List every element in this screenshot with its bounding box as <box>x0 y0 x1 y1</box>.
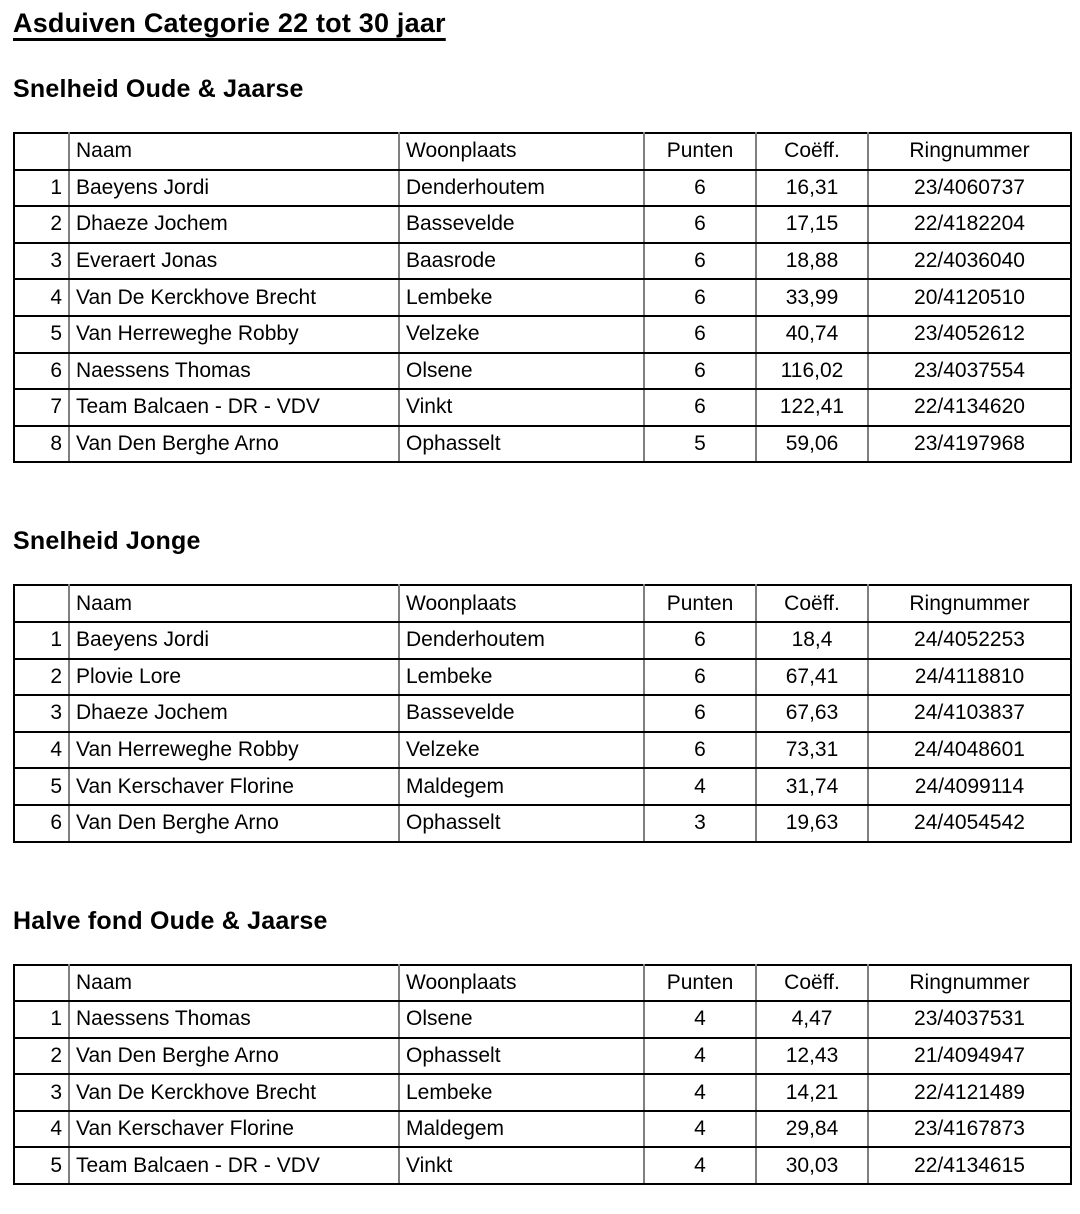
cell-ring: 23/4037554 <box>868 353 1071 390</box>
column-header-ring: Ringnummer <box>868 965 1071 1002</box>
cell-rank: 4 <box>14 279 69 316</box>
cell-place: Baasrode <box>399 243 644 280</box>
column-header-points: Punten <box>644 133 756 170</box>
column-header-rank <box>14 965 69 1002</box>
table-row <box>14 206 1071 243</box>
cell-coefficient: 59,06 <box>756 426 868 463</box>
cell-coefficient: 40,74 <box>756 316 868 353</box>
cell-points: 3 <box>644 805 756 842</box>
cell-coefficient: 19,63 <box>756 805 868 842</box>
table-row <box>14 389 1071 426</box>
table-header-row <box>14 585 1071 622</box>
cell-coefficient: 122,41 <box>756 389 868 426</box>
column-header-coefficient: Coëff. <box>756 965 868 1002</box>
table-row <box>14 1074 1071 1111</box>
cell-coefficient: 67,41 <box>756 659 868 696</box>
cell-place: Ophasselt <box>399 426 644 463</box>
cell-ring: 23/4167873 <box>868 1111 1071 1148</box>
cell-rank: 3 <box>14 1074 69 1111</box>
cell-rank: 5 <box>14 316 69 353</box>
cell-rank: 1 <box>14 170 69 207</box>
cell-place: Denderhoutem <box>399 622 644 659</box>
results-table <box>13 964 1072 1186</box>
cell-ring: 20/4120510 <box>868 279 1071 316</box>
column-header-points: Punten <box>644 965 756 1002</box>
cell-name: Van De Kerckhove Brecht <box>69 279 399 316</box>
cell-ring: 22/4121489 <box>868 1074 1071 1111</box>
cell-coefficient: 17,15 <box>756 206 868 243</box>
table-row <box>14 805 1071 842</box>
column-header-ring: Ringnummer <box>868 133 1071 170</box>
cell-place: Lembeke <box>399 1074 644 1111</box>
cell-points: 6 <box>644 206 756 243</box>
page-title: Asduiven Categorie 22 tot 30 jaar <box>13 8 446 38</box>
cell-ring: 22/4182204 <box>868 206 1071 243</box>
cell-coefficient: 4,47 <box>756 1001 868 1038</box>
cell-place: Lembeke <box>399 279 644 316</box>
cell-points: 6 <box>644 170 756 207</box>
cell-points: 6 <box>644 659 756 696</box>
cell-ring: 24/4103837 <box>868 695 1071 732</box>
table-row <box>14 279 1071 316</box>
cell-points: 5 <box>644 426 756 463</box>
cell-place: Maldegem <box>399 1111 644 1148</box>
cell-coefficient: 116,02 <box>756 353 868 390</box>
table-row <box>14 426 1071 463</box>
table-row <box>14 695 1071 732</box>
cell-coefficient: 33,99 <box>756 279 868 316</box>
cell-coefficient: 67,63 <box>756 695 868 732</box>
table-row <box>14 768 1071 805</box>
cell-place: Vinkt <box>399 389 644 426</box>
cell-coefficient: 30,03 <box>756 1147 868 1184</box>
cell-rank: 4 <box>14 732 69 769</box>
cell-ring: 22/4036040 <box>868 243 1071 280</box>
section-heading: Snelheid Oude & Jaarse <box>13 75 304 103</box>
column-header-coefficient: Coëff. <box>756 133 868 170</box>
cell-rank: 3 <box>14 243 69 280</box>
cell-coefficient: 31,74 <box>756 768 868 805</box>
table-row <box>14 316 1071 353</box>
cell-coefficient: 29,84 <box>756 1111 868 1148</box>
cell-rank: 8 <box>14 426 69 463</box>
cell-ring: 23/4060737 <box>868 170 1071 207</box>
cell-rank: 6 <box>14 353 69 390</box>
cell-name: Team Balcaen - DR - VDV <box>69 1147 399 1184</box>
cell-ring: 22/4134620 <box>868 389 1071 426</box>
table-row <box>14 1147 1071 1184</box>
column-header-rank <box>14 585 69 622</box>
sections-container <box>13 75 1070 1185</box>
cell-name: Van Herreweghe Robby <box>69 316 399 353</box>
cell-ring: 21/4094947 <box>868 1038 1071 1075</box>
cell-coefficient: 73,31 <box>756 732 868 769</box>
cell-points: 6 <box>644 316 756 353</box>
table-row <box>14 243 1071 280</box>
column-header-place: Woonplaats <box>399 133 644 170</box>
cell-ring: 24/4099114 <box>868 768 1071 805</box>
cell-place: Velzeke <box>399 316 644 353</box>
table-row <box>14 1111 1071 1148</box>
column-header-place: Woonplaats <box>399 585 644 622</box>
cell-rank: 2 <box>14 659 69 696</box>
cell-name: Team Balcaen - DR - VDV <box>69 389 399 426</box>
cell-rank: 6 <box>14 805 69 842</box>
cell-name: Baeyens Jordi <box>69 170 399 207</box>
cell-name: Van Kerschaver Florine <box>69 1111 399 1148</box>
column-header-points: Punten <box>644 585 756 622</box>
cell-rank: 2 <box>14 1038 69 1075</box>
column-header-name: Naam <box>69 585 399 622</box>
cell-points: 4 <box>644 1038 756 1075</box>
cell-name: Everaert Jonas <box>69 243 399 280</box>
cell-points: 4 <box>644 1111 756 1148</box>
cell-coefficient: 18,4 <box>756 622 868 659</box>
cell-name: Van Kerschaver Florine <box>69 768 399 805</box>
table-row <box>14 659 1071 696</box>
cell-place: Ophasselt <box>399 805 644 842</box>
cell-points: 4 <box>644 1147 756 1184</box>
cell-ring: 23/4037531 <box>868 1001 1071 1038</box>
cell-place: Bassevelde <box>399 695 644 732</box>
cell-place: Lembeke <box>399 659 644 696</box>
cell-coefficient: 16,31 <box>756 170 868 207</box>
table-header-row <box>14 133 1071 170</box>
results-table <box>13 584 1072 842</box>
cell-place: Bassevelde <box>399 206 644 243</box>
table-row <box>14 1038 1071 1075</box>
table-row <box>14 1001 1071 1038</box>
cell-name: Van Den Berghe Arno <box>69 426 399 463</box>
results-table <box>13 132 1072 463</box>
cell-coefficient: 14,21 <box>756 1074 868 1111</box>
cell-points: 6 <box>644 732 756 769</box>
cell-name: Van Herreweghe Robby <box>69 732 399 769</box>
cell-points: 6 <box>644 695 756 732</box>
cell-place: Olsene <box>399 353 644 390</box>
cell-name: Dhaeze Jochem <box>69 206 399 243</box>
cell-points: 6 <box>644 353 756 390</box>
cell-rank: 4 <box>14 1111 69 1148</box>
section-heading: Snelheid Jonge <box>13 527 201 556</box>
cell-coefficient: 18,88 <box>756 243 868 280</box>
table-row <box>14 170 1071 207</box>
results-section <box>13 907 1070 1186</box>
cell-points: 6 <box>644 279 756 316</box>
table-row <box>14 732 1071 769</box>
cell-place: Velzeke <box>399 732 644 769</box>
cell-name: Van Den Berghe Arno <box>69 1038 399 1075</box>
results-section <box>13 75 1070 463</box>
column-header-name: Naam <box>69 133 399 170</box>
cell-place: Ophasselt <box>399 1038 644 1075</box>
column-header-rank <box>14 133 69 170</box>
cell-place: Denderhoutem <box>399 170 644 207</box>
cell-name: Naessens Thomas <box>69 353 399 390</box>
cell-points: 4 <box>644 1001 756 1038</box>
cell-rank: 5 <box>14 768 69 805</box>
results-section <box>13 527 1070 842</box>
table-row <box>14 353 1071 390</box>
cell-name: Baeyens Jordi <box>69 622 399 659</box>
table-row <box>14 622 1071 659</box>
cell-place: Olsene <box>399 1001 644 1038</box>
column-header-coefficient: Coëff. <box>756 585 868 622</box>
column-header-place: Woonplaats <box>399 965 644 1002</box>
cell-ring: 22/4134615 <box>868 1147 1071 1184</box>
cell-rank: 5 <box>14 1147 69 1184</box>
cell-points: 6 <box>644 622 756 659</box>
column-header-name: Naam <box>69 965 399 1002</box>
cell-rank: 7 <box>14 389 69 426</box>
cell-ring: 24/4048601 <box>868 732 1071 769</box>
cell-ring: 23/4052612 <box>868 316 1071 353</box>
table-header-row <box>14 965 1071 1002</box>
cell-name: Dhaeze Jochem <box>69 695 399 732</box>
cell-name: Plovie Lore <box>69 659 399 696</box>
cell-place: Vinkt <box>399 1147 644 1184</box>
cell-rank: 3 <box>14 695 69 732</box>
cell-place: Maldegem <box>399 768 644 805</box>
cell-coefficient: 12,43 <box>756 1038 868 1075</box>
cell-rank: 1 <box>14 622 69 659</box>
cell-rank: 2 <box>14 206 69 243</box>
cell-points: 4 <box>644 1074 756 1111</box>
cell-name: Naessens Thomas <box>69 1001 399 1038</box>
column-header-ring: Ringnummer <box>868 585 1071 622</box>
cell-rank: 1 <box>14 1001 69 1038</box>
section-heading: Halve fond Oude & Jaarse <box>13 906 328 935</box>
cell-name: Van Den Berghe Arno <box>69 805 399 842</box>
cell-ring: 24/4054542 <box>868 805 1071 842</box>
cell-name: Van De Kerckhove Brecht <box>69 1074 399 1111</box>
cell-points: 6 <box>644 243 756 280</box>
cell-ring: 23/4197968 <box>868 426 1071 463</box>
cell-ring: 24/4118810 <box>868 659 1071 696</box>
cell-points: 4 <box>644 768 756 805</box>
cell-ring: 24/4052253 <box>868 622 1071 659</box>
cell-points: 6 <box>644 389 756 426</box>
